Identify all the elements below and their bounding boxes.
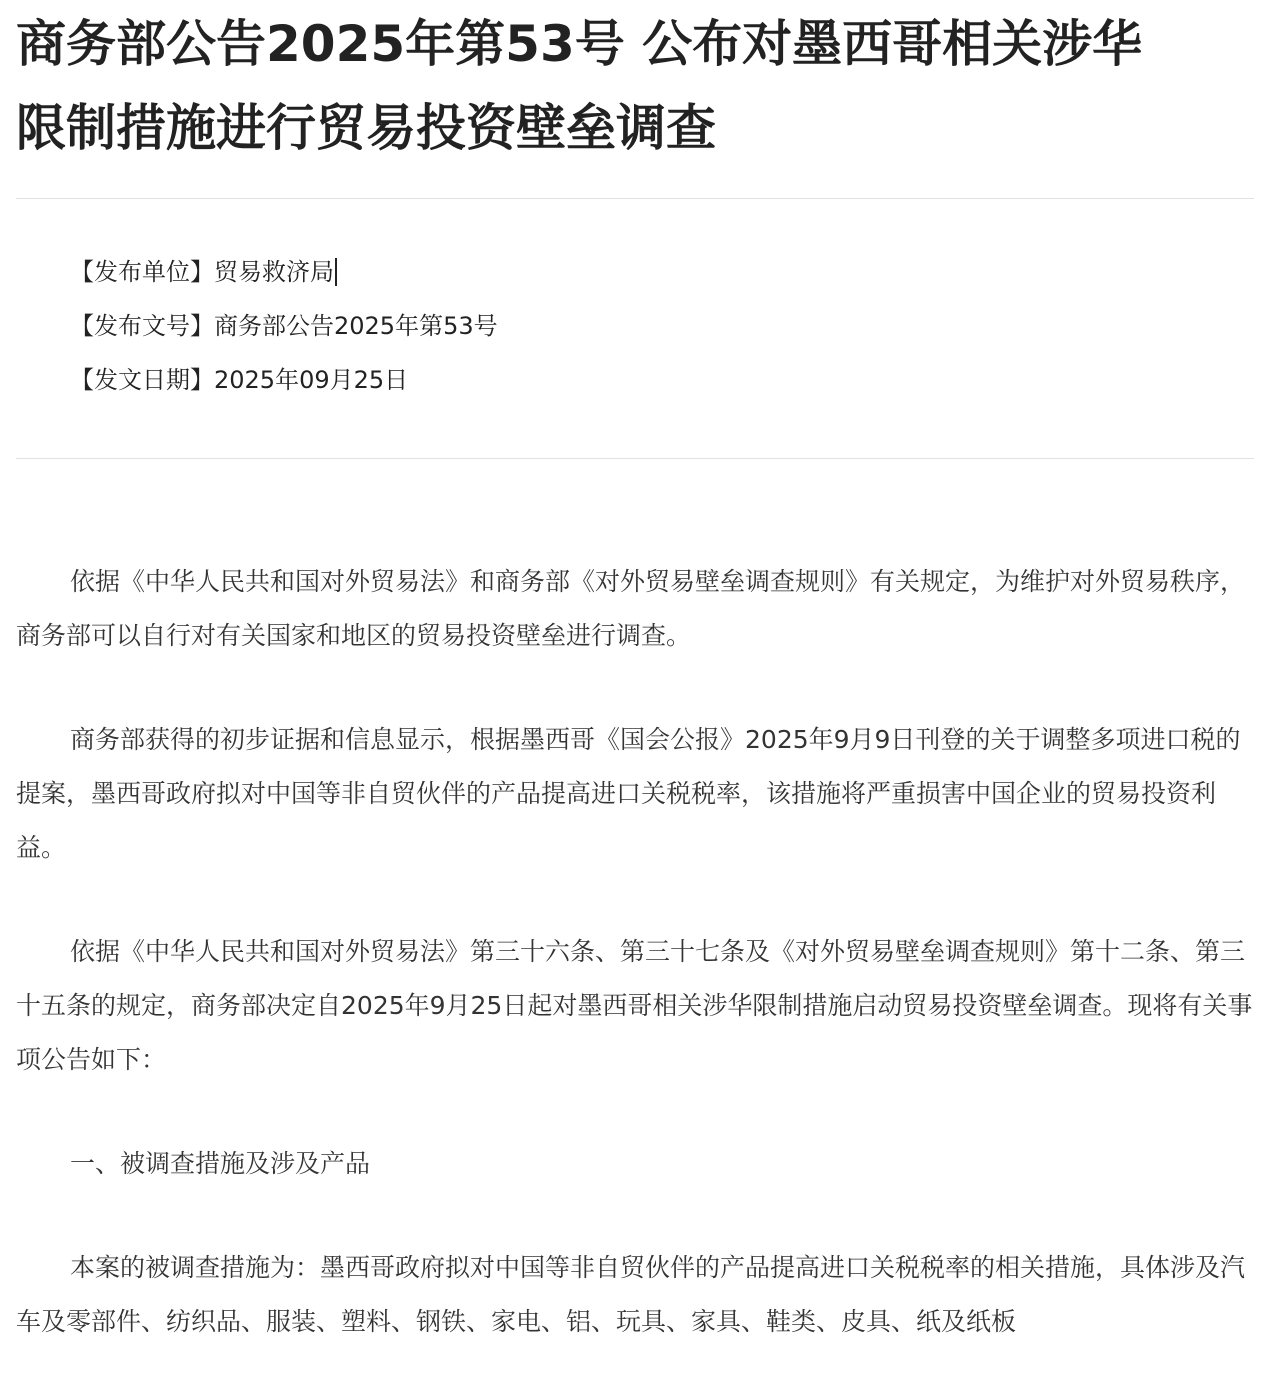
meta-date-label: 【发文日期】: [70, 366, 214, 394]
meta-date-value: 2025年09月25日: [214, 366, 409, 394]
section-heading: 一、被调查措施及涉及产品: [70, 1149, 371, 1178]
paragraph: 商务部获得的初步证据和信息显示，根据墨西哥《国会公报》2025年9月9日刊登的关于调整多项进口税的提案，墨西哥政府拟对中国等非自贸伙伴的产品提高进口关税税率，该措施将严重损害中国企业的贸易投资利益。: [16, 725, 1241, 862]
paragraph: 本案的被调查措施为：墨西哥政府拟对中国等非自贸伙伴的产品提高进口关税税率的相关措施，具体涉及汽车及零部件、纺织品、服装、塑料、钢铁、家电、铝、玩具、家具、鞋类、皮具、纸及纸板: [16, 1253, 1246, 1336]
page-title-line-1: 商务部公告2025年第53号 公布对墨西哥相关涉华: [16, 15, 1143, 73]
meta-doc-number: [70, 299, 1254, 353]
page-title-line-2: 限制措施进行贸易投资壁垒调查: [16, 99, 716, 157]
article-body: [16, 459, 1254, 1349]
meta-issuer: [70, 245, 1254, 299]
page-title: [16, 0, 1254, 170]
meta-doc-number-label: 【发布文号】: [70, 312, 214, 340]
paragraph: 依据《中华人民共和国对外贸易法》和商务部《对外贸易壁垒调查规则》有关规定，为维护对外贸易秩序，商务部可以自行对有关国家和地区的贸易投资壁垒进行调查。: [16, 567, 1246, 650]
metadata-block: [16, 199, 1254, 458]
meta-issuer-value: 贸易救济局: [214, 258, 337, 286]
meta-doc-number-value: 商务部公告2025年第53号: [214, 312, 498, 340]
meta-date: [70, 353, 1254, 407]
meta-issuer-label: 【发布单位】: [70, 258, 214, 286]
paragraph: 依据《中华人民共和国对外贸易法》第三十六条、第三十七条及《对外贸易壁垒调查规则》第十二条、第三十五条的规定，商务部决定自2025年9月25日起对墨西哥相关涉华限制措施启动贸易投资壁垒调查。现将有关事项公告如下：: [16, 937, 1253, 1074]
article: [16, 0, 1254, 1399]
